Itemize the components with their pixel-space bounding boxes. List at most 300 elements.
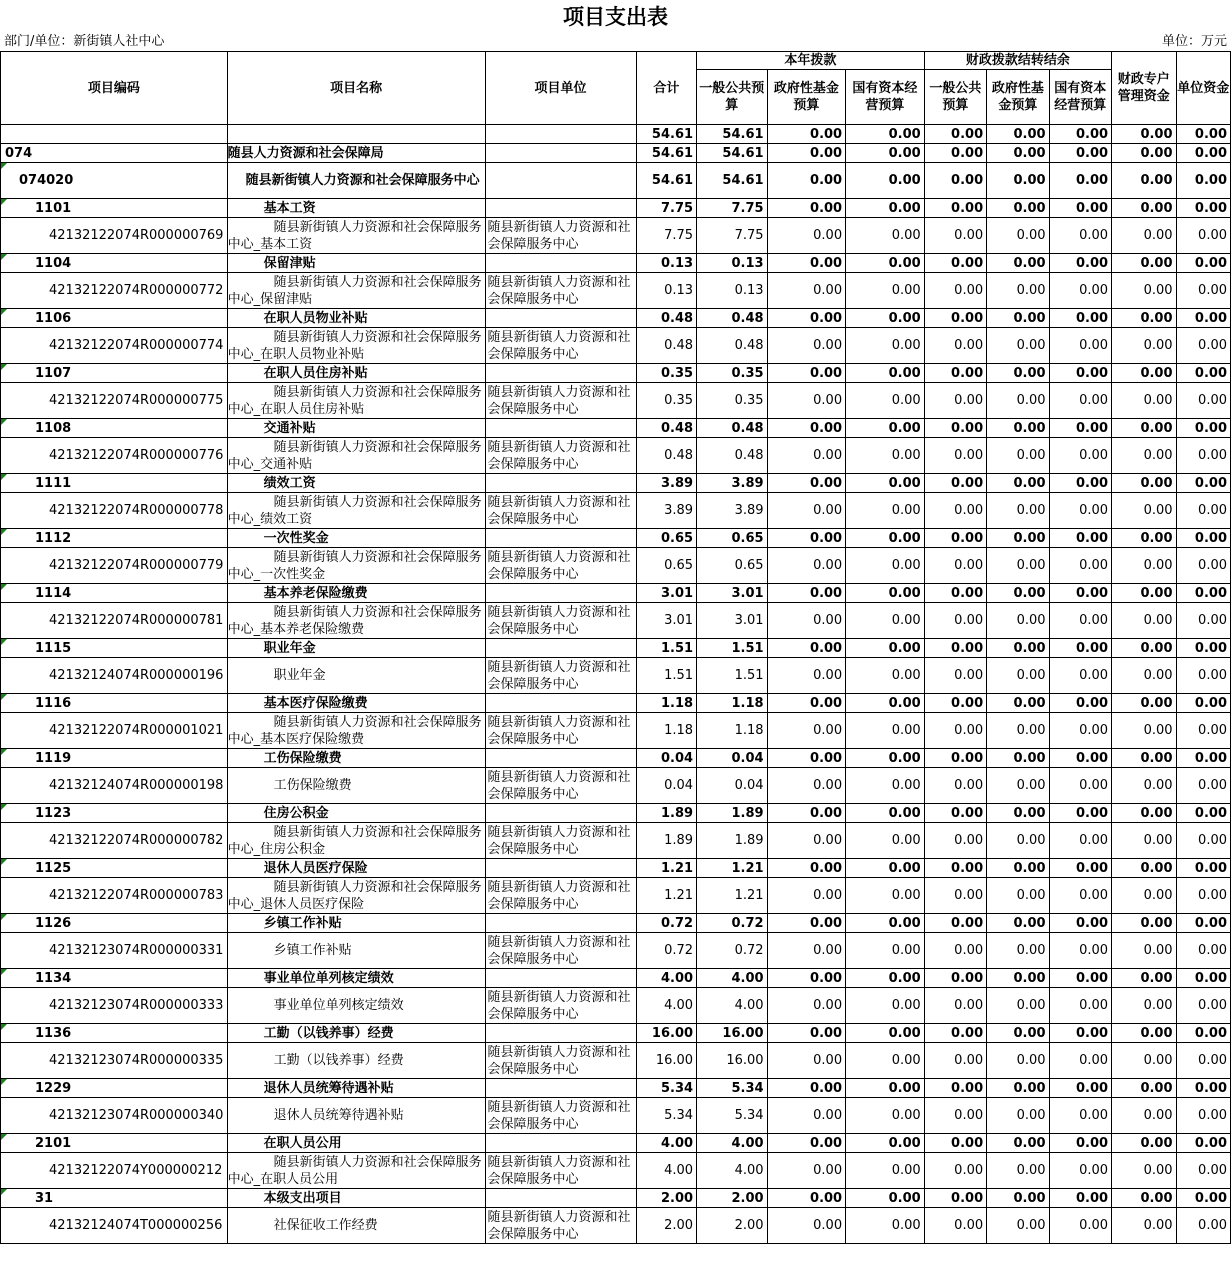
cell-amount: 0.35 <box>636 364 696 383</box>
cell-code: 1229 <box>1 1079 228 1098</box>
cell-amount: 0.35 <box>697 364 768 383</box>
cell-amount: 0.00 <box>987 768 1049 804</box>
cell-code: 1111 <box>1 474 228 493</box>
cell-amount: 0.00 <box>767 878 846 914</box>
cell-amount: 0.00 <box>1049 144 1111 163</box>
cell-name-text: 随县新街镇人力资源和社会保障服务中心_交通补贴 <box>227 439 482 472</box>
cell-code: 42132122074R000000774 <box>1 328 228 364</box>
cell-amount: 0.00 <box>987 1153 1049 1189</box>
table-row <box>1 694 1231 713</box>
cell-amount: 0.00 <box>1112 364 1176 383</box>
cell-unit: 随县新街镇人力资源和社会保障服务中心 <box>485 1153 636 1189</box>
cell-amount: 0.00 <box>1112 309 1176 328</box>
cell-amount: 0.00 <box>1176 1208 1230 1244</box>
cell-amount: 0.00 <box>924 1153 986 1189</box>
cell-amount: 0.00 <box>987 1079 1049 1098</box>
cell-amount: 1.21 <box>636 859 696 878</box>
cell-amount: 0.00 <box>1049 163 1111 199</box>
cell-amount: 3.89 <box>636 474 696 493</box>
cell-amount: 0.00 <box>1049 383 1111 419</box>
cell-amount: 0.00 <box>1112 859 1176 878</box>
cell-amount: 0.00 <box>846 823 925 859</box>
cell-amount: 0.00 <box>767 419 846 438</box>
cell-amount: 0.00 <box>767 804 846 823</box>
cell-amount: 1.89 <box>636 823 696 859</box>
cell-amount: 0.00 <box>1049 529 1111 548</box>
cell-amount: 0.00 <box>1112 1024 1176 1043</box>
table-row <box>1 584 1231 603</box>
cell-amount: 0.00 <box>1176 163 1230 199</box>
cell-unit <box>485 1024 636 1043</box>
cell-code: 42132122074R000000775 <box>1 383 228 419</box>
cell-code: 42132122074R000000772 <box>1 273 228 309</box>
cell-code: 1106 <box>1 309 228 328</box>
cell-amount: 0.00 <box>1049 438 1111 474</box>
cell-code: 42132122074R000001021 <box>1 713 228 749</box>
cell-amount: 0.00 <box>846 383 925 419</box>
cell-amount: 0.00 <box>1176 639 1230 658</box>
cell-amount: 54.61 <box>697 125 768 144</box>
cell-amount: 0.00 <box>987 438 1049 474</box>
cell-amount: 0.00 <box>846 364 925 383</box>
cell-amount: 2.00 <box>697 1189 768 1208</box>
cell-code: 42132122074R000000769 <box>1 218 228 254</box>
cell-amount: 0.00 <box>1112 218 1176 254</box>
cell-amount: 0.00 <box>987 419 1049 438</box>
cell-amount: 0.00 <box>924 639 986 658</box>
cell-amount: 0.00 <box>767 859 846 878</box>
cell-name: 退休人员医疗保险 <box>227 859 485 878</box>
cell-amount: 0.00 <box>1112 328 1176 364</box>
cell-amount: 0.00 <box>1112 658 1176 694</box>
cell-amount: 0.00 <box>987 639 1049 658</box>
cell-unit: 随县新街镇人力资源和社会保障服务中心 <box>485 603 636 639</box>
cell-name <box>227 933 485 969</box>
cell-amount: 1.21 <box>697 878 768 914</box>
cell-amount: 0.13 <box>697 254 768 273</box>
cell-amount: 1.51 <box>697 639 768 658</box>
cell-amount: 0.00 <box>1112 199 1176 218</box>
cell-amount: 0.04 <box>636 768 696 804</box>
cell-name <box>227 383 485 419</box>
cell-amount: 3.01 <box>636 603 696 639</box>
cell-code: 42132124074R000000198 <box>1 768 228 804</box>
cell-amount: 0.65 <box>697 548 768 584</box>
cell-amount: 0.00 <box>1112 474 1176 493</box>
cell-amount: 1.89 <box>697 804 768 823</box>
unit-label: 单位：万元 <box>1161 34 1227 49</box>
cell-amount: 0.00 <box>924 125 986 144</box>
cell-amount: 0.00 <box>1112 914 1176 933</box>
cell-amount: 0.00 <box>846 878 925 914</box>
cell-code: 074 <box>1 144 228 163</box>
cell-amount: 0.00 <box>767 218 846 254</box>
cell-code: 42132124074T000000256 <box>1 1208 228 1244</box>
table-row <box>1 163 1231 199</box>
cell-amount: 1.21 <box>697 859 768 878</box>
cell-amount: 0.00 <box>767 603 846 639</box>
cell-amount: 0.00 <box>1176 713 1230 749</box>
cell-unit <box>485 309 636 328</box>
table-row <box>1 914 1231 933</box>
cell-amount: 0.00 <box>924 529 986 548</box>
cell-name-text: 随县新街镇人力资源和社会保障服务中心_在职人员公用 <box>227 1154 482 1187</box>
cell-amount: 0.00 <box>767 199 846 218</box>
cell-amount: 0.00 <box>924 309 986 328</box>
cell-amount: 0.00 <box>1112 969 1176 988</box>
table-row <box>1 859 1231 878</box>
cell-amount: 0.00 <box>924 364 986 383</box>
cell-amount: 0.00 <box>987 328 1049 364</box>
cell-name: 工勤（以钱养事）经费 <box>227 1024 485 1043</box>
cell-amount: 0.00 <box>846 199 925 218</box>
cell-name: 基本医疗保险缴费 <box>227 694 485 713</box>
cell-name <box>227 1208 485 1244</box>
table-row <box>1 749 1231 768</box>
cell-amount: 0.00 <box>1049 658 1111 694</box>
cell-amount: 0.00 <box>987 1043 1049 1079</box>
cell-amount: 1.89 <box>636 804 696 823</box>
cell-name <box>227 658 485 694</box>
cell-unit <box>485 1079 636 1098</box>
cell-amount: 0.00 <box>1049 859 1111 878</box>
cell-amount: 0.00 <box>846 639 925 658</box>
cell-amount: 0.00 <box>1112 254 1176 273</box>
cell-amount: 0.00 <box>767 1189 846 1208</box>
cell-amount: 0.00 <box>767 548 846 584</box>
cell-amount: 0.13 <box>636 273 696 309</box>
cell-amount: 0.04 <box>697 749 768 768</box>
cell-name-text: 随县新街镇人力资源和社会保障服务中心_绩效工资 <box>227 494 482 527</box>
cell-amount: 0.00 <box>767 144 846 163</box>
cell-amount: 0.00 <box>1112 988 1176 1024</box>
cell-name <box>227 713 485 749</box>
cell-amount: 0.00 <box>767 383 846 419</box>
cell-unit <box>485 584 636 603</box>
table-row <box>1 1024 1231 1043</box>
cell-name: 本级支出项目 <box>227 1189 485 1208</box>
cell-amount: 0.00 <box>846 125 925 144</box>
cell-amount: 0.00 <box>1049 199 1111 218</box>
cell-unit <box>485 749 636 768</box>
cell-amount: 4.00 <box>636 1153 696 1189</box>
cell-unit <box>485 639 636 658</box>
cell-amount: 0.00 <box>1112 933 1176 969</box>
cell-amount: 2.00 <box>697 1208 768 1244</box>
cell-name: 随县人力资源和社会保障局 <box>227 144 485 163</box>
cell-amount: 0.00 <box>1049 584 1111 603</box>
cell-amount: 0.00 <box>987 273 1049 309</box>
cell-amount: 0.00 <box>1176 328 1230 364</box>
header-special: 财政专户管理资金 <box>1112 52 1176 125</box>
cell-amount: 1.51 <box>697 658 768 694</box>
cell-amount: 0.00 <box>987 125 1049 144</box>
cell-code: 1115 <box>1 639 228 658</box>
cell-unit <box>485 694 636 713</box>
cell-amount: 0.00 <box>1049 1134 1111 1153</box>
cell-amount: 0.00 <box>1176 1189 1230 1208</box>
cell-name <box>227 548 485 584</box>
cell-amount: 0.00 <box>846 273 925 309</box>
cell-amount: 0.00 <box>1176 878 1230 914</box>
cell-amount: 0.48 <box>636 438 696 474</box>
cell-name: 事业单位单列核定绩效 <box>227 969 485 988</box>
cell-amount: 0.00 <box>767 658 846 694</box>
cell-name <box>227 1098 485 1134</box>
cell-amount: 0.00 <box>846 254 925 273</box>
cell-name: 职业年金 <box>227 639 485 658</box>
cell-unit <box>485 125 636 144</box>
cell-amount: 0.00 <box>924 474 986 493</box>
cell-amount: 0.72 <box>636 914 696 933</box>
cell-amount: 0.00 <box>924 493 986 529</box>
cell-amount: 1.18 <box>697 694 768 713</box>
cell-amount: 0.00 <box>767 163 846 199</box>
cell-amount: 0.00 <box>987 1189 1049 1208</box>
cell-amount: 0.00 <box>1112 639 1176 658</box>
cell-amount: 0.00 <box>1112 1079 1176 1098</box>
cell-amount: 4.00 <box>697 1134 768 1153</box>
cell-amount: 0.00 <box>846 969 925 988</box>
cell-amount: 0.00 <box>1176 125 1230 144</box>
cell-amount: 0.00 <box>767 125 846 144</box>
cell-name <box>227 603 485 639</box>
cell-amount: 0.00 <box>767 493 846 529</box>
cell-amount: 0.00 <box>924 749 986 768</box>
cell-name-text: 事业单位单列核定绩效 <box>273 998 404 1013</box>
cell-amount: 0.00 <box>1112 603 1176 639</box>
cell-amount: 0.00 <box>1049 823 1111 859</box>
cell-amount: 0.00 <box>987 749 1049 768</box>
cell-amount: 0.00 <box>846 328 925 364</box>
cell-amount: 0.00 <box>767 1043 846 1079</box>
cell-amount: 0.65 <box>636 529 696 548</box>
cell-unit: 随县新街镇人力资源和社会保障服务中心 <box>485 548 636 584</box>
cell-code: 1126 <box>1 914 228 933</box>
cell-unit: 随县新街镇人力资源和社会保障服务中心 <box>485 273 636 309</box>
cell-amount: 0.00 <box>987 584 1049 603</box>
cell-amount: 0.00 <box>767 749 846 768</box>
cell-amount: 0.00 <box>924 419 986 438</box>
cell-amount: 0.00 <box>767 694 846 713</box>
cell-amount: 16.00 <box>636 1043 696 1079</box>
cell-amount: 0.00 <box>924 1079 986 1098</box>
cell-name <box>227 1043 485 1079</box>
cell-unit: 随县新街镇人力资源和社会保障服务中心 <box>485 493 636 529</box>
header-own: 单位资金 <box>1176 52 1230 125</box>
cell-amount: 0.00 <box>987 969 1049 988</box>
cell-amount: 0.00 <box>987 199 1049 218</box>
cell-amount: 0.00 <box>987 1208 1049 1244</box>
cell-amount: 0.00 <box>1049 1189 1111 1208</box>
cell-amount: 0.00 <box>846 163 925 199</box>
cell-amount: 3.01 <box>697 584 768 603</box>
cell-amount: 0.00 <box>1049 768 1111 804</box>
cell-name <box>227 823 485 859</box>
cell-amount: 4.00 <box>697 1153 768 1189</box>
cell-amount: 0.00 <box>846 768 925 804</box>
cell-unit <box>485 1134 636 1153</box>
cell-amount: 0.00 <box>1049 988 1111 1024</box>
cell-amount: 0.00 <box>1176 1024 1230 1043</box>
cell-code: 42132122074R000000783 <box>1 878 228 914</box>
cell-amount: 54.61 <box>636 125 696 144</box>
cell-amount: 0.00 <box>846 694 925 713</box>
cell-code: 42132122074R000000779 <box>1 548 228 584</box>
cell-amount: 0.00 <box>924 603 986 639</box>
project-expenditure-table <box>0 51 1231 1244</box>
cell-amount: 0.00 <box>1176 584 1230 603</box>
table-row <box>1 804 1231 823</box>
cell-code: 1108 <box>1 419 228 438</box>
cell-name <box>227 328 485 364</box>
cell-unit <box>485 804 636 823</box>
cell-code: 1125 <box>1 859 228 878</box>
cell-amount: 0.00 <box>767 1098 846 1134</box>
table-row <box>1 969 1231 988</box>
header-cur-govfund: 政府性基金预算 <box>767 70 846 125</box>
table-row <box>1 125 1231 144</box>
cell-amount: 0.00 <box>846 914 925 933</box>
cell-amount: 1.51 <box>636 639 696 658</box>
cell-unit: 随县新街镇人力资源和社会保障服务中心 <box>485 658 636 694</box>
table-row <box>1 1189 1231 1208</box>
cell-unit: 随县新街镇人力资源和社会保障服务中心 <box>485 823 636 859</box>
cell-amount: 0.00 <box>924 144 986 163</box>
cell-amount: 0.00 <box>767 364 846 383</box>
table-row <box>1 273 1231 309</box>
cell-amount: 0.00 <box>846 658 925 694</box>
table-row <box>1 823 1231 859</box>
cell-amount: 0.72 <box>697 914 768 933</box>
cell-unit <box>485 364 636 383</box>
cell-amount: 0.00 <box>846 1208 925 1244</box>
cell-amount: 0.00 <box>1049 969 1111 988</box>
cell-amount: 0.00 <box>1176 309 1230 328</box>
cell-code: 1136 <box>1 1024 228 1043</box>
cell-amount: 0.00 <box>846 713 925 749</box>
cell-amount: 54.61 <box>697 144 768 163</box>
cell-amount: 0.04 <box>697 768 768 804</box>
cell-unit: 随县新街镇人力资源和社会保障服务中心 <box>485 988 636 1024</box>
cell-amount: 0.00 <box>987 309 1049 328</box>
cell-amount: 0.00 <box>1049 694 1111 713</box>
table-row <box>1 254 1231 273</box>
table-row <box>1 328 1231 364</box>
cell-amount: 0.13 <box>636 254 696 273</box>
cell-amount: 7.75 <box>697 218 768 254</box>
table-row <box>1 474 1231 493</box>
cell-amount: 0.00 <box>1049 309 1111 328</box>
cell-amount: 54.61 <box>636 163 696 199</box>
cell-amount: 0.00 <box>1112 548 1176 584</box>
cell-amount: 0.00 <box>1176 383 1230 419</box>
cell-amount: 16.00 <box>697 1043 768 1079</box>
cell-code: 42132124074R000000196 <box>1 658 228 694</box>
table-row <box>1 548 1231 584</box>
cell-amount: 0.00 <box>846 1134 925 1153</box>
cell-amount: 0.00 <box>987 823 1049 859</box>
cell-amount: 0.00 <box>1112 273 1176 309</box>
cell-amount: 0.00 <box>1176 1079 1230 1098</box>
cell-amount: 0.48 <box>636 328 696 364</box>
cell-unit: 随县新街镇人力资源和社会保障服务中心 <box>485 383 636 419</box>
cell-amount: 0.00 <box>1112 125 1176 144</box>
cell-code: 1101 <box>1 199 228 218</box>
cell-amount: 0.00 <box>1112 438 1176 474</box>
cell-amount: 54.61 <box>636 144 696 163</box>
cell-amount: 16.00 <box>697 1024 768 1043</box>
table-row <box>1 1043 1231 1079</box>
cell-name <box>227 1153 485 1189</box>
cell-code: 42132123074R000000340 <box>1 1098 228 1134</box>
cell-amount: 0.00 <box>846 749 925 768</box>
cell-name: 交通补贴 <box>227 419 485 438</box>
cell-amount: 0.00 <box>1176 658 1230 694</box>
cell-amount: 0.00 <box>846 1043 925 1079</box>
cell-amount: 0.00 <box>924 694 986 713</box>
cell-amount: 0.00 <box>1049 1079 1111 1098</box>
cell-code: 1116 <box>1 694 228 713</box>
cell-name-text: 随县新街镇人力资源和社会保障服务中心_基本养老保险缴费 <box>227 604 482 637</box>
cell-unit: 随县新街镇人力资源和社会保障服务中心 <box>485 438 636 474</box>
cell-name-text: 工伤保险缴费 <box>273 778 352 793</box>
cell-name: 基本养老保险缴费 <box>227 584 485 603</box>
table-row <box>1 1098 1231 1134</box>
cell-amount: 0.00 <box>1176 1043 1230 1079</box>
cell-code: 31 <box>1 1189 228 1208</box>
cell-amount: 0.00 <box>846 309 925 328</box>
cell-amount: 0.00 <box>767 914 846 933</box>
cell-amount: 0.00 <box>987 914 1049 933</box>
cell-amount: 0.00 <box>987 804 1049 823</box>
cell-amount: 0.00 <box>767 1208 846 1244</box>
cell-amount: 7.75 <box>636 218 696 254</box>
cell-unit: 随县新街镇人力资源和社会保障服务中心 <box>485 218 636 254</box>
cell-amount: 0.00 <box>924 218 986 254</box>
cell-amount: 5.34 <box>636 1098 696 1134</box>
cell-amount: 0.00 <box>846 218 925 254</box>
cell-amount: 0.00 <box>846 144 925 163</box>
cell-amount: 0.00 <box>1112 768 1176 804</box>
cell-unit: 随县新街镇人力资源和社会保障服务中心 <box>485 1208 636 1244</box>
cell-amount: 0.00 <box>987 933 1049 969</box>
cell-amount: 0.72 <box>636 933 696 969</box>
cell-code: 42132123074R000000335 <box>1 1043 228 1079</box>
cell-amount: 0.00 <box>1176 474 1230 493</box>
cell-amount: 5.34 <box>636 1079 696 1098</box>
cell-amount: 54.61 <box>697 163 768 199</box>
cell-amount: 0.00 <box>1176 859 1230 878</box>
cell-amount: 0.00 <box>846 859 925 878</box>
cell-amount: 0.00 <box>924 804 986 823</box>
table-body <box>1 125 1231 1244</box>
cell-amount: 0.00 <box>1112 163 1176 199</box>
cell-code: 42132122074R000000782 <box>1 823 228 859</box>
cell-amount: 0.00 <box>767 529 846 548</box>
table-row <box>1 1079 1231 1098</box>
cell-code <box>1 125 228 144</box>
cell-amount: 0.00 <box>767 328 846 364</box>
cell-amount: 0.00 <box>987 1134 1049 1153</box>
cell-amount: 0.35 <box>697 383 768 419</box>
cell-code: 42132123074R000000333 <box>1 988 228 1024</box>
cell-amount: 0.13 <box>697 273 768 309</box>
cell-amount: 2.00 <box>636 1189 696 1208</box>
cell-amount: 0.00 <box>1112 1134 1176 1153</box>
cell-code: 1104 <box>1 254 228 273</box>
cell-amount: 0.00 <box>1176 694 1230 713</box>
